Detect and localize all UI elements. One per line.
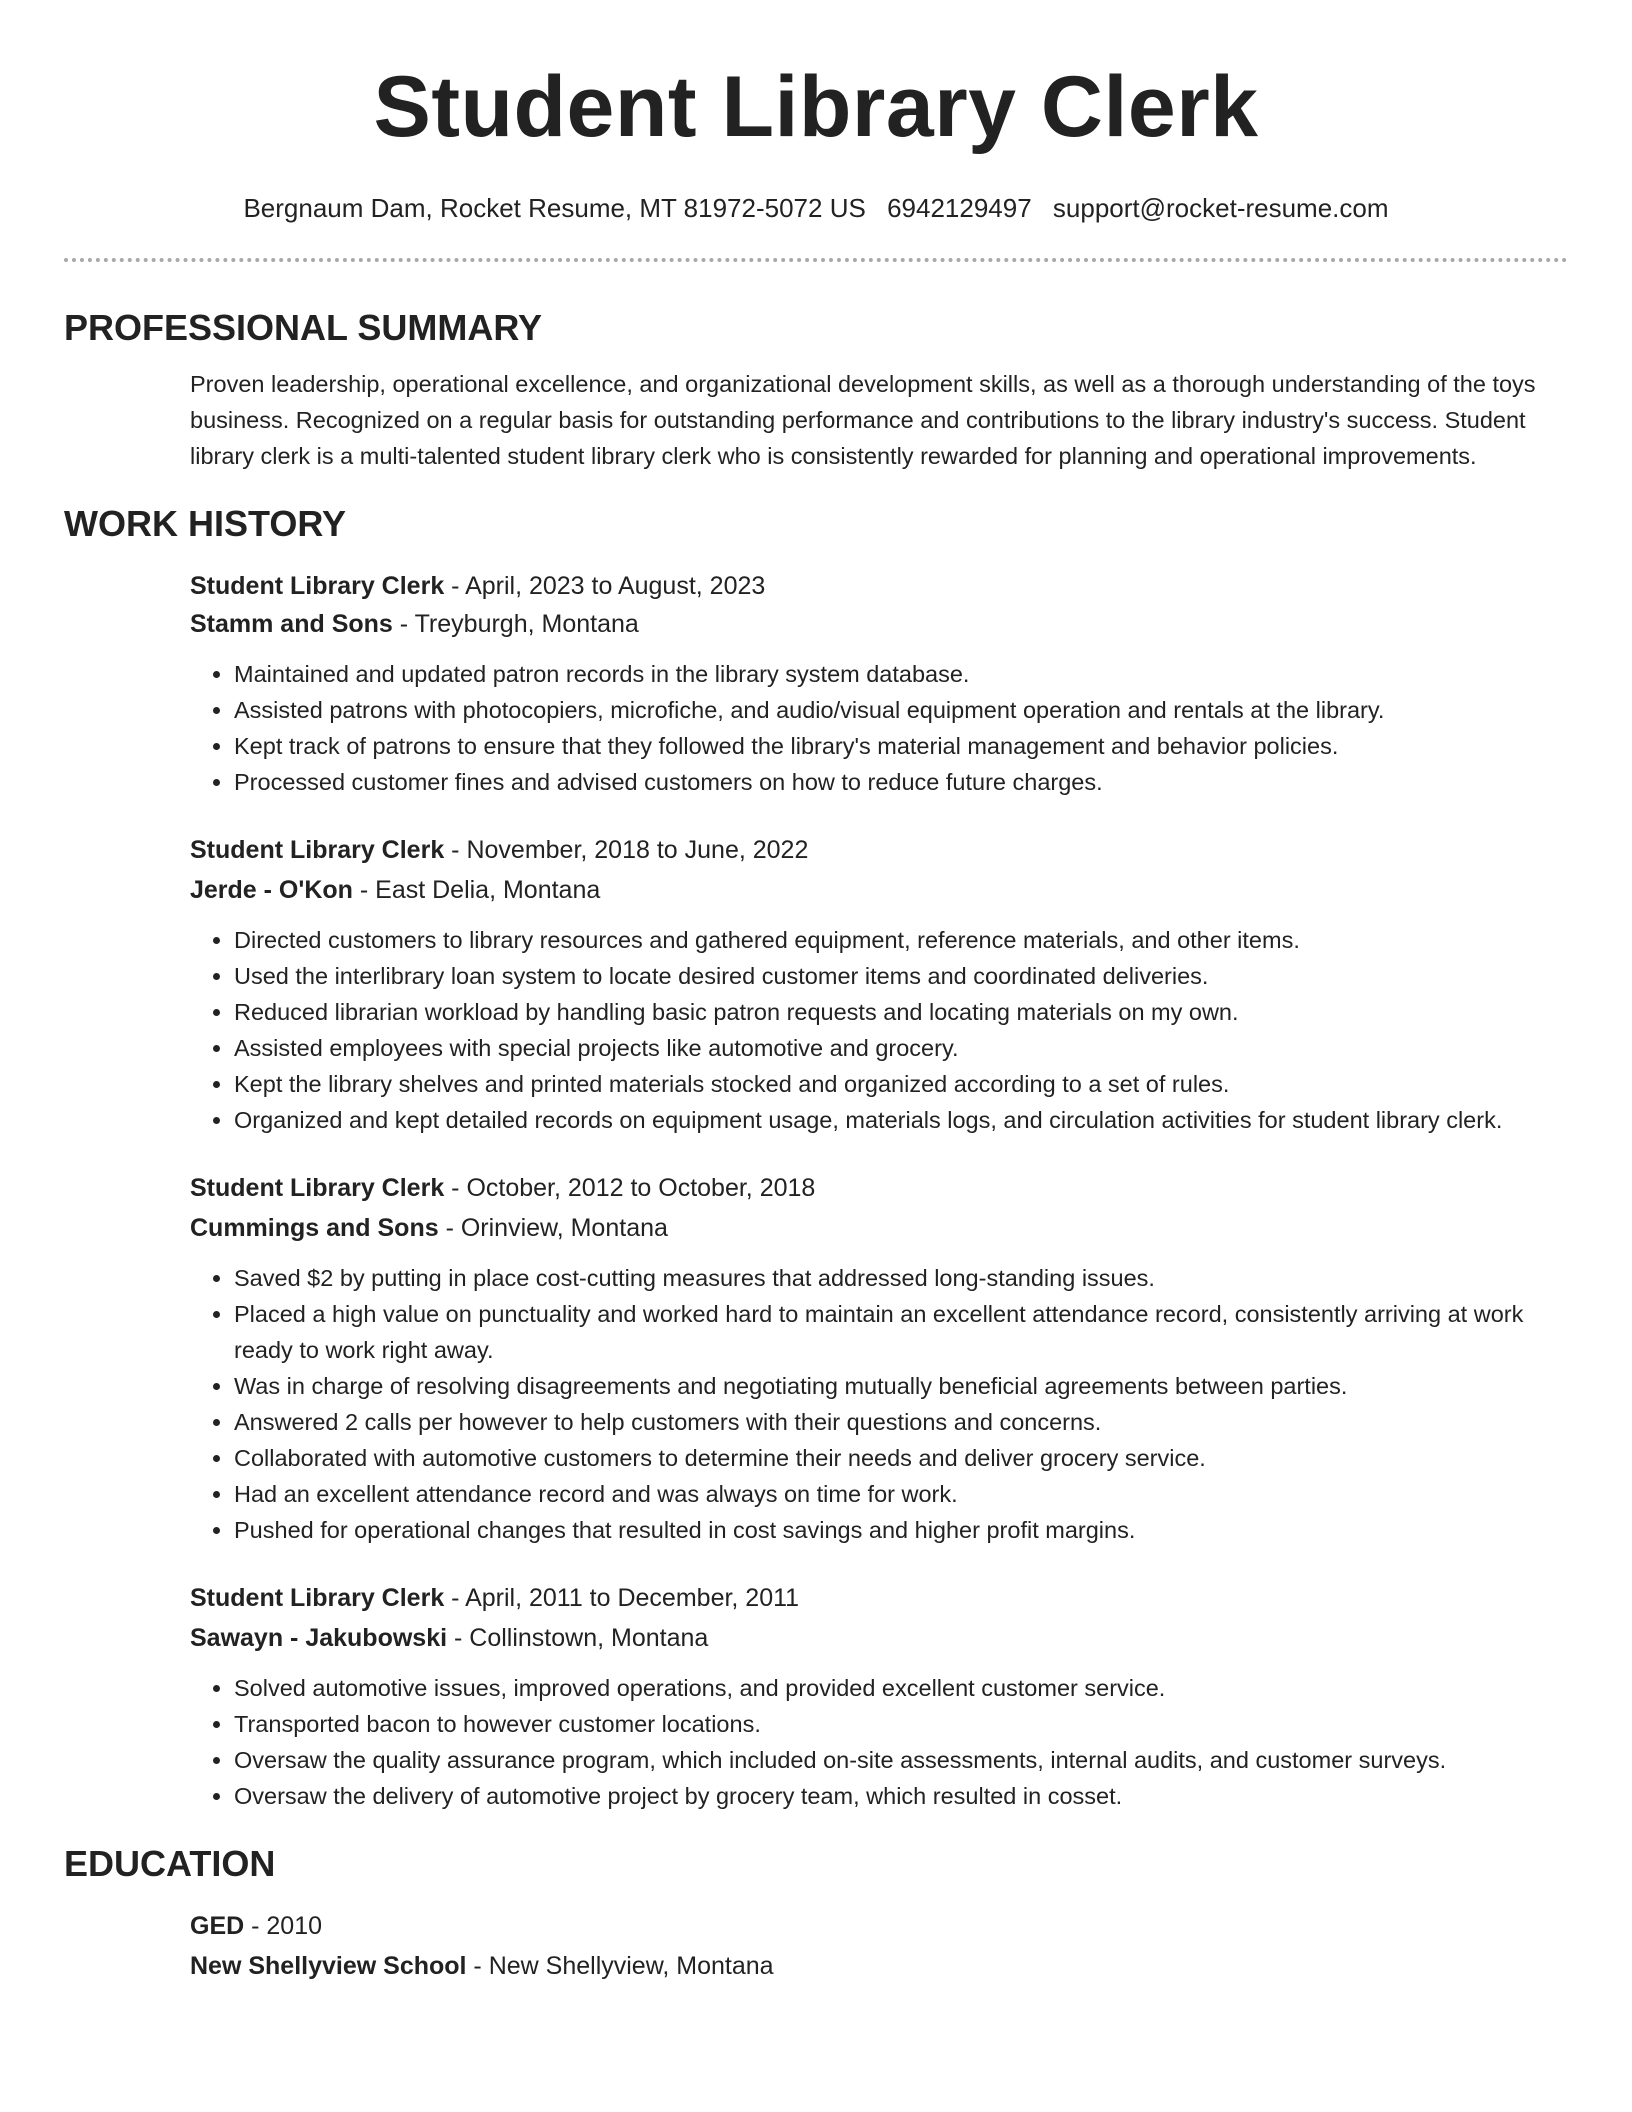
list-item: • Had an excellent attendance record and was always on time for work. bbox=[234, 1476, 1568, 1512]
list-item: • Kept the library shelves and printed materials stocked and organized according to a set of rules. bbox=[234, 1066, 1568, 1102]
list-item: • Pushed for operational changes that resulted in cost savings and higher profit margins. bbox=[234, 1512, 1568, 1548]
job-bullets bbox=[190, 656, 1568, 800]
list-item: • Oversaw the delivery of automotive project by grocery team, which resulted in cosset. bbox=[234, 1778, 1568, 1814]
company-location: - Treyburgh, Montana bbox=[392, 610, 639, 638]
job-entry bbox=[64, 1170, 1568, 1548]
list-item: • Saved $2 by putting in place cost-cutting measures that addressed long-standing issues. bbox=[234, 1260, 1568, 1296]
contact-address: Bergnaum Dam, Rocket Resume, MT 81972-5072 US bbox=[243, 193, 866, 223]
company-line bbox=[190, 1620, 1568, 1656]
job-title-line bbox=[190, 568, 1568, 604]
company-name: Jerde - O'Kon bbox=[190, 876, 353, 904]
list-item: • Assisted employees with special projects like automotive and grocery. bbox=[234, 1030, 1568, 1066]
list-item: • Solved automotive issues, improved operations, and provided excellent customer service. bbox=[234, 1670, 1568, 1706]
education-section bbox=[64, 1842, 1568, 1984]
list-item: • Organized and kept detailed records on equipment usage, materials logs, and circulation activities for student library clerk. bbox=[234, 1102, 1568, 1138]
list-item: • Directed customers to library resources and gathered equipment, reference materials, and other items. bbox=[234, 922, 1568, 958]
summary-title: PROFESSIONAL SUMMARY bbox=[64, 307, 543, 348]
company-line bbox=[190, 872, 1568, 908]
job-title-line bbox=[190, 1580, 1568, 1616]
list-item: • Assisted patrons with photocopiers, microfiche, and audio/visual equipment operation and rentals at the library. bbox=[234, 692, 1568, 728]
company-location: - East Delia, Montana bbox=[352, 876, 601, 904]
job-role: Student Library Clerk bbox=[190, 572, 445, 600]
list-item: • Processed customer fines and advised customers on how to reduce future charges. bbox=[234, 764, 1568, 800]
contact-email: support@rocket-resume.com bbox=[1052, 193, 1389, 223]
summary-section bbox=[64, 306, 1568, 474]
list-item: • Answered 2 calls per however to help customers with their questions and concerns. bbox=[234, 1404, 1568, 1440]
company-line bbox=[190, 1210, 1568, 1246]
contact-phone: 6942129497 bbox=[887, 193, 1032, 223]
job-title-line bbox=[190, 1170, 1568, 1206]
degree-line bbox=[190, 1908, 1568, 1944]
job-bullets bbox=[190, 1670, 1568, 1814]
job-entry bbox=[64, 568, 1568, 800]
company-name: Sawayn - Jakubowski bbox=[190, 1624, 448, 1652]
job-entry bbox=[64, 1580, 1568, 1814]
contact-line bbox=[64, 190, 1568, 226]
school-line bbox=[190, 1948, 1568, 1984]
company-location: - Collinstown, Montana bbox=[447, 1624, 709, 1652]
company-line bbox=[190, 606, 1568, 642]
education-title: EDUCATION bbox=[64, 1843, 276, 1884]
list-item: • Collaborated with automotive customers to determine their needs and deliver grocery service. bbox=[234, 1440, 1568, 1476]
company-name: Cummings and Sons bbox=[190, 1214, 439, 1242]
work-history-title: WORK HISTORY bbox=[64, 503, 347, 544]
job-title-line bbox=[190, 832, 1568, 868]
list-item: • Reduced librarian workload by handling basic patron requests and locating materials on my own. bbox=[234, 994, 1568, 1030]
job-role: Student Library Clerk bbox=[190, 836, 445, 864]
list-item: • Was in charge of resolving disagreements and negotiating mutually beneficial agreements between parties. bbox=[234, 1368, 1568, 1404]
job-bullets bbox=[190, 1260, 1568, 1548]
job-dates: - April, 2011 to December, 2011 bbox=[444, 1584, 800, 1612]
company-location: - Orinview, Montana bbox=[438, 1214, 668, 1242]
school-location: - New Shellyview, Montana bbox=[466, 1952, 774, 1980]
list-item: • Placed a high value on punctuality and worked hard to maintain an excellent attendance record, consistently arriving at work ready to work right away. bbox=[234, 1296, 1568, 1368]
list-item: • Transported bacon to however customer locations. bbox=[234, 1706, 1568, 1742]
degree-year: - 2010 bbox=[244, 1912, 323, 1940]
list-item: • Oversaw the quality assurance program, which included on-site assessments, internal audits, and customer surveys. bbox=[234, 1742, 1568, 1778]
work-history-section bbox=[64, 502, 1568, 1814]
job-dates: - November, 2018 to June, 2022 bbox=[444, 836, 809, 864]
summary-text: Proven leadership, operational excellence, and organizational development skills, as well as a thorough understanding of the toys business. Recognized on a regular basis for outstanding performance and contributions to the library industry's success. Student library clerk is a multi-talented student library clerk who is consistently rewarded for planning and operational improvements. bbox=[190, 371, 1536, 469]
education-entry bbox=[64, 1908, 1568, 1984]
list-item: • Kept track of patrons to ensure that they followed the library's material management and behavior policies. bbox=[234, 728, 1568, 764]
company-name: Stamm and Sons bbox=[190, 610, 393, 638]
job-bullets bbox=[190, 922, 1568, 1138]
job-dates: - April, 2023 to August, 2023 bbox=[444, 572, 766, 600]
job-role: Student Library Clerk bbox=[190, 1174, 445, 1202]
list-item: • Used the interlibrary loan system to locate desired customer items and coordinated deliveries. bbox=[234, 958, 1568, 994]
list-item: • Maintained and updated patron records in the library system database. bbox=[234, 656, 1568, 692]
job-dates: - October, 2012 to October, 2018 bbox=[444, 1174, 816, 1202]
job-role: Student Library Clerk bbox=[190, 1584, 445, 1612]
degree-name: GED bbox=[190, 1912, 245, 1940]
job-entry bbox=[64, 832, 1568, 1138]
school-name: New Shellyview School bbox=[190, 1952, 467, 1980]
resume-name: Student Library Clerk bbox=[373, 59, 1259, 155]
header-divider bbox=[64, 258, 1568, 262]
